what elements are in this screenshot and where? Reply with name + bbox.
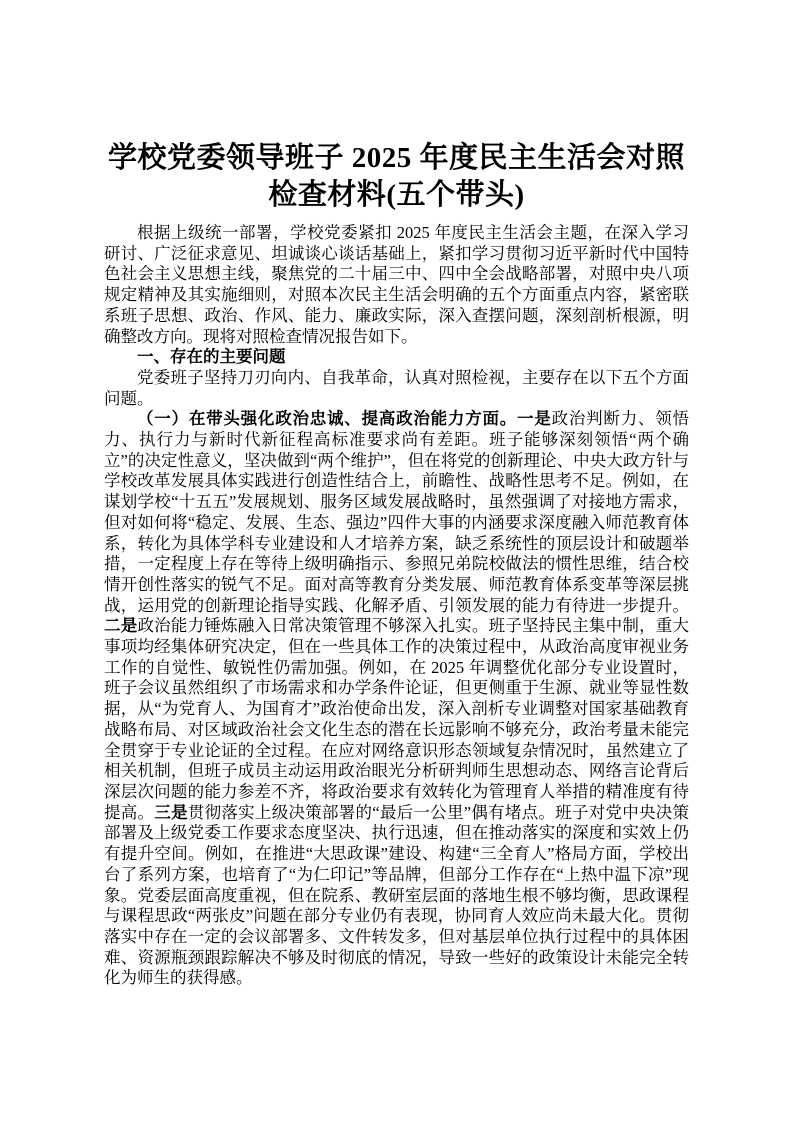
bold-text-segment: 三是 [154, 802, 188, 822]
bold-text-segment: 二是 [104, 616, 138, 636]
issue-section-1-paragraph [104, 409, 689, 989]
bold-text-segment: （一）在带头强化政治忠诚、提高政治能力方面。一是 [137, 409, 552, 429]
text-segment: 党委班子坚持刀刃向内、自我革命，认真对照检视，主要存在以下五个方面问题。 [104, 367, 689, 408]
text-segment: 根据上级统一部署，学校党委紧扣 2025 年度民主生活会主题，在深入学习研讨、广泛征求意见、坦诚谈心谈话基础上，紧扣学习贯彻习近平新时代中国特色社会主义思想主线，聚焦党的二十届三中、四中全会战略部署，对照中央八项规定精神及其实施细则，对照本次民主生活会明确的五个方面重点内容，紧密联系班子思想、政治、作风、能力、廉政实际，深入查摆问题，深刻剖析根源，明确整改方向。现将对照检查情况报告如下。 [104, 223, 689, 346]
bold-text-segment: 一、存在的主要问题 [137, 347, 286, 367]
document-title: 学校党委领导班子 2025 年度民主生活会对照检查材料(五个带头) [107, 142, 685, 211]
intro-paragraph [104, 223, 689, 347]
text-segment: 贯彻落实上级决策部署的“最后一公里”偶有堵点。班子对党中央决策部署及上级党委工作要求态度坚决、执行迅速，但在推动落实的深度和实效上仍有提升空间。例如，在推进“大思政课”建设、构建“三全育人”格局方面，学校出台了系列方案，也培育了“为仁印记”等品牌，但部分工作存在“上热中温下凉”现象。党委层面高度重视，但在院系、教研室层面的落地生根不够均衡，思政课程与课程思政“两张皮”问题在部分专业仍有表现，协同育人效应尚未最大化。贯彻落实中存在一定的会议部署多、文件转发多，但对基层单位执行过程中的具体困难、资源瓶颈跟踪解决不够及时彻底的情况，导致一些好的政策设计未能完全转化为师生的获得感。 [104, 802, 690, 988]
section-heading-main-problems [104, 347, 689, 368]
text-segment: 政治判断力、领悟力、执行力与新时代新征程高标准要求尚有差距。班子能够深刻领悟“两个确立”的决定性意义，坚决做到“两个维护”，但在将党的创新理论、中央大政方针与学校改革发展具体实践进行创造性结合上，前瞻性、战略性思考不足。例如，在谋划学校“十五五”发展规划、服务区域发展战略时，虽然强调了对接地方需求，但对如何将“稳定、发展、生态、强边”四件大事的内涵要求深度融入师范教育体系，转化为具体学科专业建设和人才培养方案，缺乏系统性的顶层设计和破题举措，一定程度上存在等待上级明确指示、参照兄弟院校做法的惯性思维，结合校情开创性落实的锐气不足。面对高等教育分类发展、师范教育体系变革等深层挑战，运用党的创新理论指导实践、化解矛盾、引领发展的能力有待进一步提升。 [104, 409, 690, 615]
text-segment: 政治能力锤炼融入日常决策管理不够深入扎实。班子坚持民主集中制，重大事项均经集体研究决定，但在一些具体工作的决策过程中，从政治高度审视业务工作的自觉性、敏锐性仍需加强。例如，在 2025 年调整优化部分专业设置时，班子会议虽然组织了市场需求和办学条件论证，但更侧重于生源、就业等显性数据，从“为党育人、为国育才”政治使命出发，深入剖析专业调整对国家基础教育战略布局、对区域政治社会文化生态的潜在长远影响不够充分，政治考量未能完全贯穿于专业论证的全过程。在应对网络意识形态领域复杂情况时，虽然建立了相关机制，但班子成员主动运用政治眼光分析研判师生思想动态、网络言论背后深层次问题的能力参差不齐，将政治要求有效转化为管理育人举措的精准度有待提高。 [104, 616, 690, 822]
overview-paragraph [104, 368, 689, 409]
